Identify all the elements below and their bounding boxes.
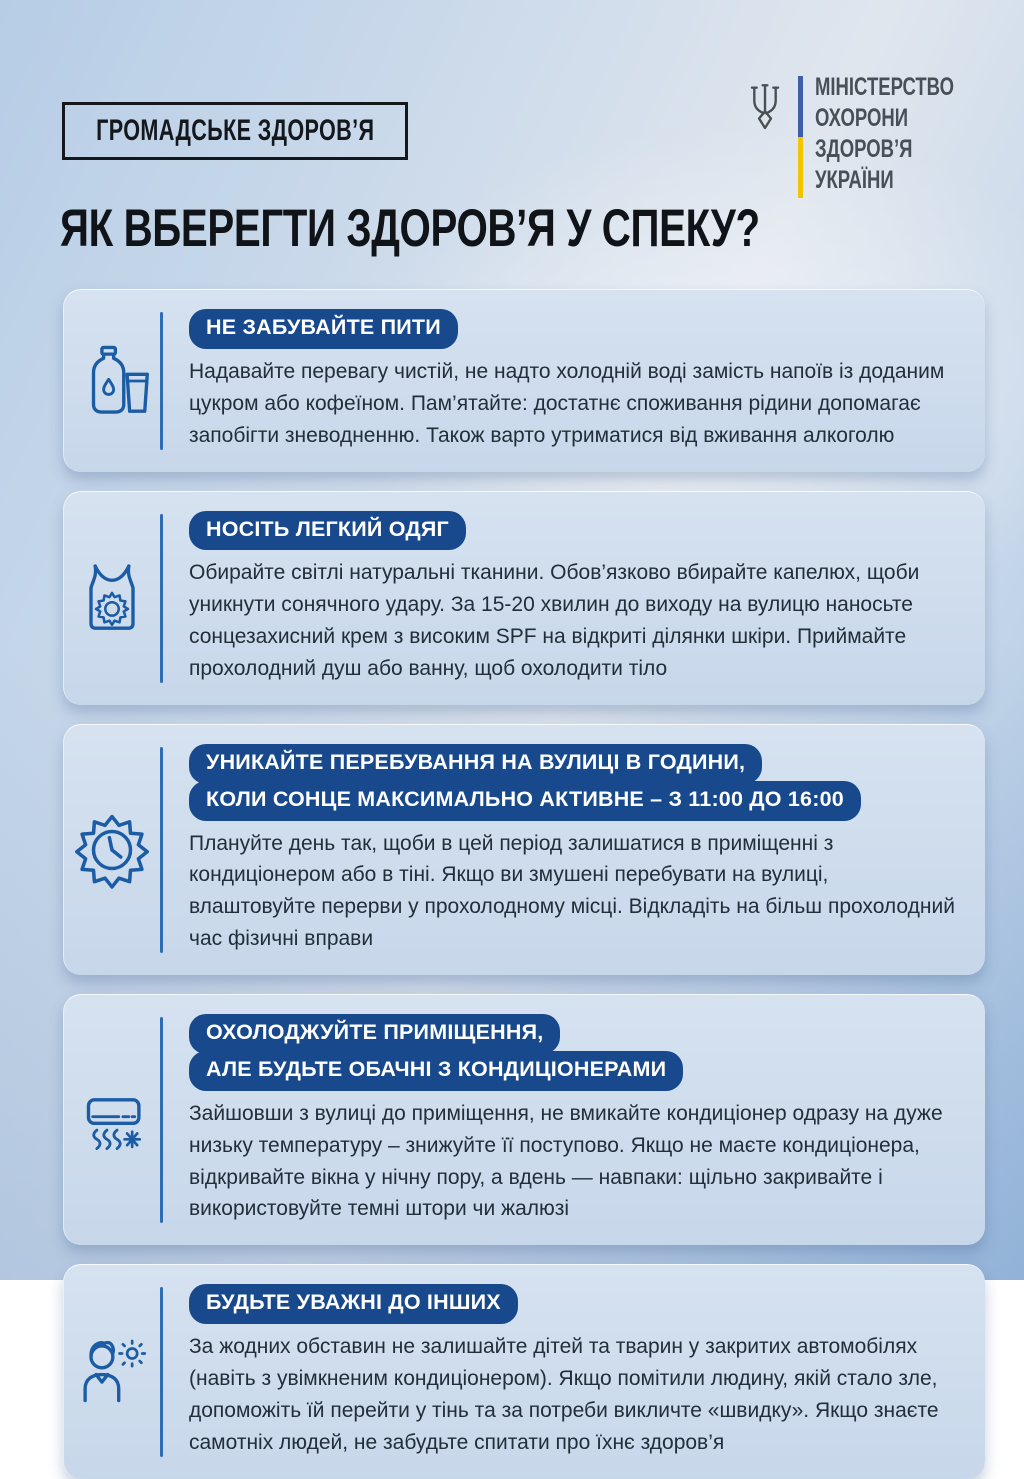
- card-icon-column: [64, 1265, 160, 1478]
- card-icon-column: [64, 290, 160, 472]
- tips-list: [63, 289, 985, 1479]
- card-drink-water: [63, 289, 985, 472]
- card-content: [163, 1265, 985, 1478]
- card-heading-pill: УНИКАЙТЕ ПЕРЕБУВАННЯ НА ВУЛИЦІ В ГОДИНИ,: [189, 744, 762, 784]
- card-icon-column: [64, 725, 160, 975]
- card-care-for-others: [63, 1264, 985, 1478]
- tank-top-shirt-sun-icon: [70, 556, 154, 640]
- card-icon-column: [64, 492, 160, 705]
- card-heading-pill: БУДЬТЕ УВАЖНІ ДО ІНШИХ: [189, 1284, 518, 1324]
- ministry-logo-line: МІНІСТЕРСТВО: [815, 73, 954, 101]
- card-body-text: Надавайте перевагу чистій, не надто холодній воді замість напоїв із доданим цукром або кофеїном. Пам’ятайте: достатнє споживання рідини допомагає запобігти зневодненню. Також варто утриматися від вживання алкоголю: [189, 359, 945, 447]
- ministry-logo-line: УКРАЇНИ: [815, 166, 894, 194]
- card-heading: [189, 1014, 957, 1091]
- page-title: ЯК ВБЕРЕГТИ ЗДОРОВ’Я У СПЕКУ?: [60, 199, 760, 258]
- card-light-clothing: [63, 491, 985, 705]
- card-heading-pill: АЛЕ БУДЬТЕ ОБАЧНІ З КОНДИЦІОНЕРАМИ: [189, 1051, 683, 1091]
- card-content: [163, 492, 985, 705]
- card-content: [163, 290, 985, 472]
- program-badge: [62, 102, 408, 160]
- ministry-logo: [746, 72, 1003, 198]
- flag-bar-blue: [798, 76, 803, 137]
- card-heading: [189, 309, 957, 349]
- card-heading-pill: НЕ ЗАБУВАЙТЕ ПИТИ: [189, 309, 458, 349]
- sun-clock-icon: [68, 806, 156, 894]
- air-conditioner-icon: [70, 1078, 154, 1162]
- card-heading-pill: КОЛИ СОНЦЕ МАКСИМАЛЬНО АКТИВНЕ – З 11:00 ДО 16:00: [189, 781, 861, 821]
- card-body-text: Зайшовши з вулиці до приміщення, не вмикайте кондиціонер одразу на дуже низьку температуру – знижуйте її поступово. Якщо не маєте кондиціонера, відкривайте вікна у нічну пору, а вдень — навпаки: щільно закривайте і використовуйте темні штори чи жалюзі: [189, 1101, 943, 1221]
- card-body-text: За жодних обставин не залишайте дітей та тварин у закритих автомобілях (навіть з увімкненим кондиціонером). Якщо помітили людину, якій стало зле, допоможіть їй перейти у тінь та за потреби викличте «швидку». Якщо знаєте самотніх людей, не забудьте спитати про їхнє здоров’я: [189, 1335, 939, 1454]
- flag-bar-yellow: [798, 137, 803, 198]
- card-content: [163, 995, 985, 1245]
- program-badge-label: ГРОМАДСЬКЕ ЗДОРОВ’Я: [95, 114, 375, 147]
- ministry-logo-line: ОХОРОНИ: [815, 104, 909, 132]
- ministry-logo-text: [815, 72, 1003, 196]
- card-heading: [189, 744, 957, 821]
- card-heading: [189, 1284, 957, 1324]
- card-cool-rooms: [63, 994, 985, 1245]
- card-content: [163, 725, 985, 975]
- card-icon-column: [64, 995, 160, 1245]
- water-bottle-and-glass-icon: [70, 339, 154, 423]
- ministry-logo-line: ЗДОРОВ’Я: [815, 135, 913, 163]
- person-with-sun-icon: [70, 1330, 154, 1414]
- card-heading: [189, 511, 957, 551]
- card-heading-pill: НОСІТЬ ЛЕГКИЙ ОДЯГ: [189, 511, 466, 551]
- tryzub-trident-icon: [746, 78, 784, 140]
- flag-bar: [798, 76, 803, 198]
- card-heading-pill: ОХОЛОДЖУЙТЕ ПРИМІЩЕННЯ,: [189, 1014, 560, 1054]
- card-body-text: Плануйте день так, щоби в цей період залишатися в приміщенні з кондиціонером або в тіні. Якщо ви змушені перебувати на вулиці, влаштовуйте перерви у прохолодному місці. Відкладіть на більш прохолодний час фізичні вправи: [189, 831, 955, 951]
- card-body-text: Обирайте світлі натуральні тканини. Обов’язково вбирайте капелюх, щоби уникнути сонячного удару. За 15-20 хвилин до виходу на вулицю наносьте сонцезахисний крем з високим SPF на відкриті ділянки шкіри. Приймайте прохолодний душ або ванну, щоб охолодити тіло: [189, 561, 920, 681]
- card-avoid-sun-hours: [63, 724, 985, 975]
